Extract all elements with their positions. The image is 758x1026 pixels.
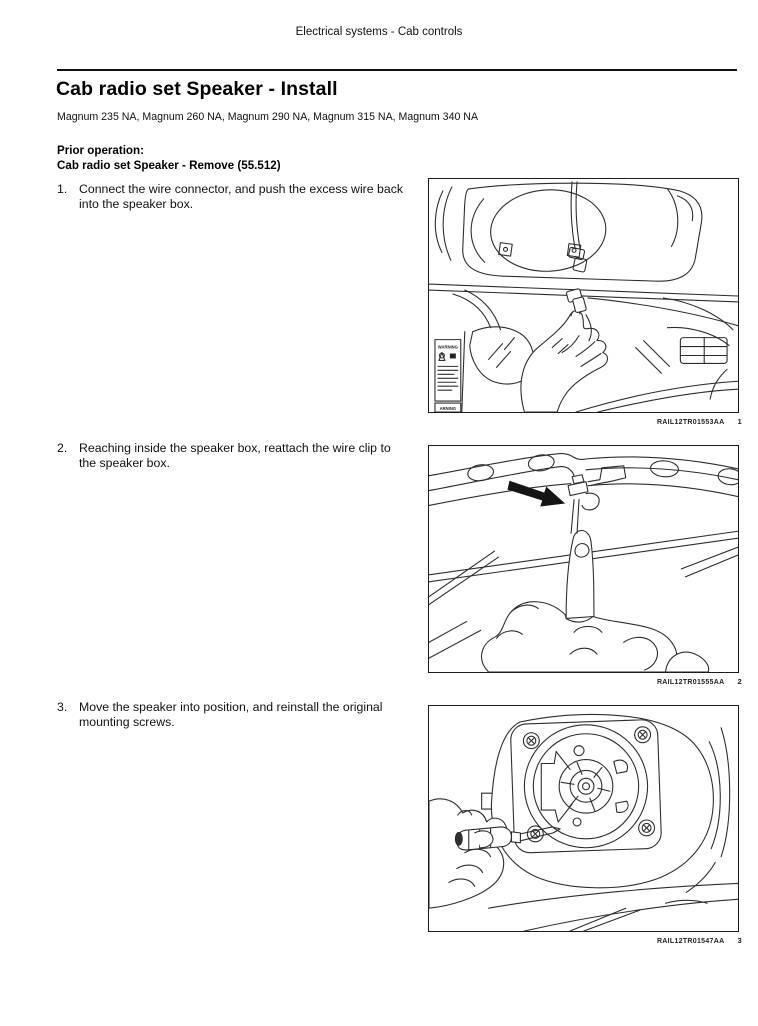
step-item-1 xyxy=(57,182,409,213)
hand xyxy=(429,799,507,908)
screwdriver xyxy=(455,827,560,850)
step-item-3 xyxy=(57,700,409,731)
figure-1-id: RAIL12TR01553AA xyxy=(656,419,725,426)
figure-2-frame xyxy=(428,445,739,673)
header-rule xyxy=(57,69,737,71)
prior-operation-label: Prior operation: xyxy=(57,144,144,157)
speaker-box-underside xyxy=(435,183,702,281)
svg-text:ARNING: ARNING xyxy=(439,406,457,412)
page-title: Cab radio set Speaker - Install xyxy=(56,78,338,100)
model-list: Magnum 235 NA, Magnum 260 NA, Magnum 290 NA, Magnum 315 NA, Magnum 340 NA xyxy=(57,111,479,123)
prior-operation-reference[interactable]: Cab radio set Speaker - Remove (55.512) xyxy=(57,159,281,172)
hand xyxy=(521,311,608,412)
figure-1-illustration xyxy=(429,179,738,412)
figure-3-frame xyxy=(428,705,739,932)
step-3-text: Move the speaker into position, and reinstall the original mounting screws. xyxy=(79,700,383,730)
warning-sticker xyxy=(435,340,461,412)
hand-finger xyxy=(566,530,594,618)
step-1-number: 1. xyxy=(57,182,68,196)
figure-3-caption xyxy=(428,936,742,945)
figure-1-caption xyxy=(428,417,742,426)
svg-text:WARNING: WARNING xyxy=(437,344,458,350)
hand xyxy=(482,602,709,672)
figure-1-frame xyxy=(428,178,739,413)
page-header: Electrical systems - Cab controls xyxy=(295,26,463,38)
figure-3-number: 3 xyxy=(737,936,742,945)
step-1-text: Connect the wire connector, and push the excess wire back into the speaker box. xyxy=(79,182,403,212)
step-item-2 xyxy=(57,441,409,472)
figure-2-illustration xyxy=(429,446,738,672)
step-2-text: Reaching inside the speaker box, reattach the wire clip to the speaker box. xyxy=(79,441,391,471)
figure-2-number: 2 xyxy=(737,677,742,686)
vent-grille xyxy=(680,338,727,364)
figure-2-id: RAIL12TR01555AA xyxy=(656,679,725,686)
figure-3-illustration xyxy=(429,706,738,931)
wire-clip xyxy=(568,466,626,533)
speaker-assembly xyxy=(482,714,730,892)
figure-2-caption xyxy=(428,677,742,686)
figure-1-number: 1 xyxy=(737,417,742,426)
step-2-number: 2. xyxy=(57,441,68,455)
speaker-wire xyxy=(568,182,587,272)
step-3-number: 3. xyxy=(57,700,68,714)
figure-3-id: RAIL12TR01547AA xyxy=(656,938,725,945)
